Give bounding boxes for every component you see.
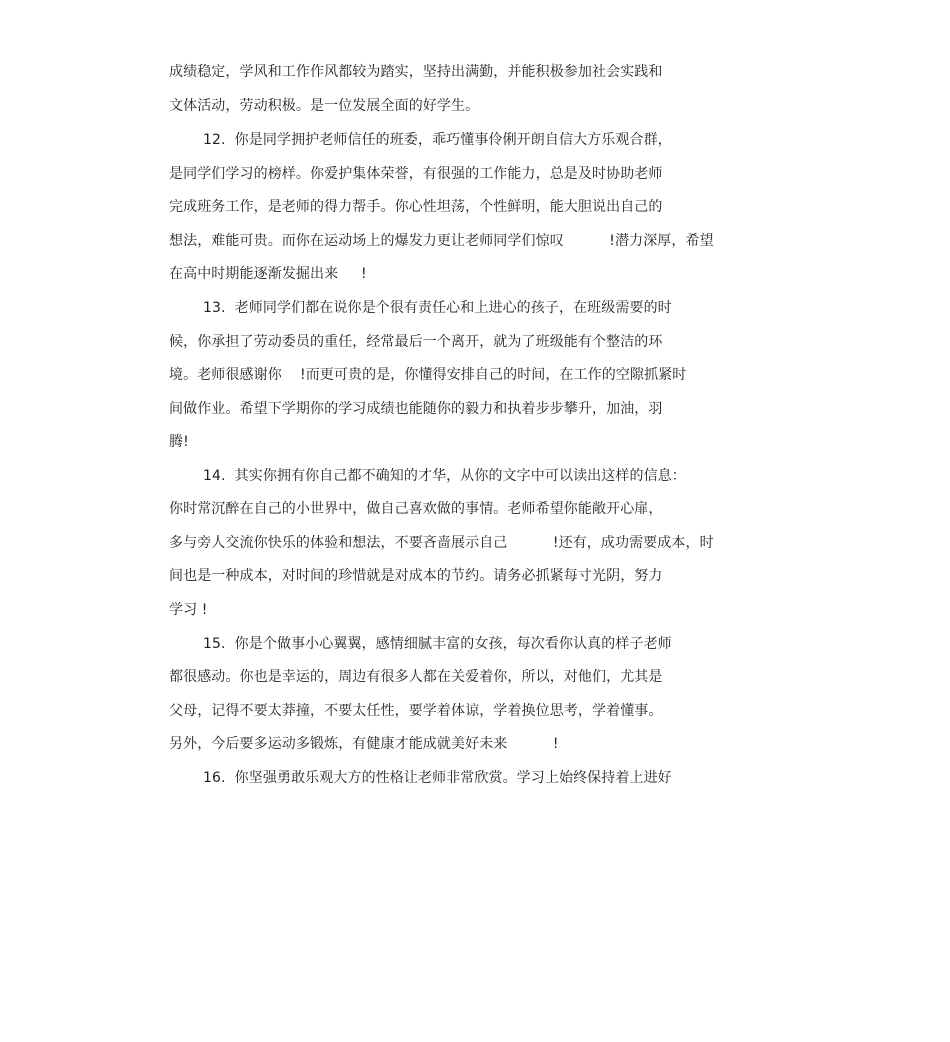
paragraph-15-start: 15. 你是个做事小心翼翼，感情细腻丰富的女孩，每次看你认真的样子老师: [203, 636, 672, 652]
text-line: 另外，今后要多运动多锻炼，有健康才能成就美好未来 !: [169, 736, 559, 752]
paragraph-14-start: 14. 其实你拥有你自己都不确知的才华，从你的文字中可以读出这样的信息：: [203, 468, 686, 484]
text-line: 候，你承担了劳动委员的重任，经常最后一个离开，就为了班级能有个整洁的环: [169, 334, 663, 350]
text-line: 在高中时期能逐渐发掘出来 !: [169, 266, 367, 282]
paragraph-13-start: 13. 老师同学们都在说你是个很有责任心和上进心的孩子，在班级需要的时: [203, 300, 672, 316]
text-line: 完成班务工作，是老师的得力帮手。你心性坦荡，个性鲜明，能大胆说出自己的: [169, 199, 663, 215]
text-line: 是同学们学习的榜样。你爱护集体荣誉，有很强的工作能力，总是及时协助老师: [169, 166, 663, 182]
text-line: 父母，记得不要太莽撞，不要太任性，要学着体谅，学着换位思考，学着懂事。: [169, 703, 663, 719]
text-line: 想法，难能可贵。而你在运动场上的爆发力更让老师同学们惊叹 !潜力深厚，希望: [169, 233, 714, 249]
paragraph-16-start: 16. 你坚强勇敢乐观大方的性格让老师非常欣赏。学习上始终保持着上进好: [203, 770, 672, 786]
text-line: 你时常沉醉在自己的小世界中，做自己喜欢做的事情。老师希望你能敞开心扉，: [169, 501, 663, 517]
text-line: 腾!: [169, 434, 189, 450]
paragraph-12-start: 12. 你是同学拥护老师信任的班委，乖巧懂事伶俐开朗自信大方乐观合群，: [203, 132, 672, 148]
text-line: 境。老师很感谢你 !而更可贵的是，你懂得安排自己的时间，在工作的空隙抓紧时: [169, 367, 687, 383]
text-line: 间做作业。希望下学期你的学习成绩也能随你的毅力和执着步步攀升，加油，羽: [169, 401, 663, 417]
text-line: 学习 !: [169, 602, 208, 618]
text-line: 成绩稳定，学风和工作作风都较为踏实，坚持出满勤，并能积极参加社会实践和: [169, 64, 663, 80]
text-line: 都很感动。你也是幸运的，周边有很多人都在关爱着你，所以，对他们，尤其是: [169, 669, 663, 685]
text-line: 文体活动，劳动积极。是一位发展全面的好学生。: [169, 98, 480, 114]
text-line: 间也是一种成本，对时间的珍惜就是对成本的节约。请务必抓紧每寸光阴，努力: [169, 568, 663, 584]
text-line: 多与旁人交流你快乐的体验和想法，不要吝啬展示自己 !还有，成功需要成本，时: [169, 535, 714, 551]
